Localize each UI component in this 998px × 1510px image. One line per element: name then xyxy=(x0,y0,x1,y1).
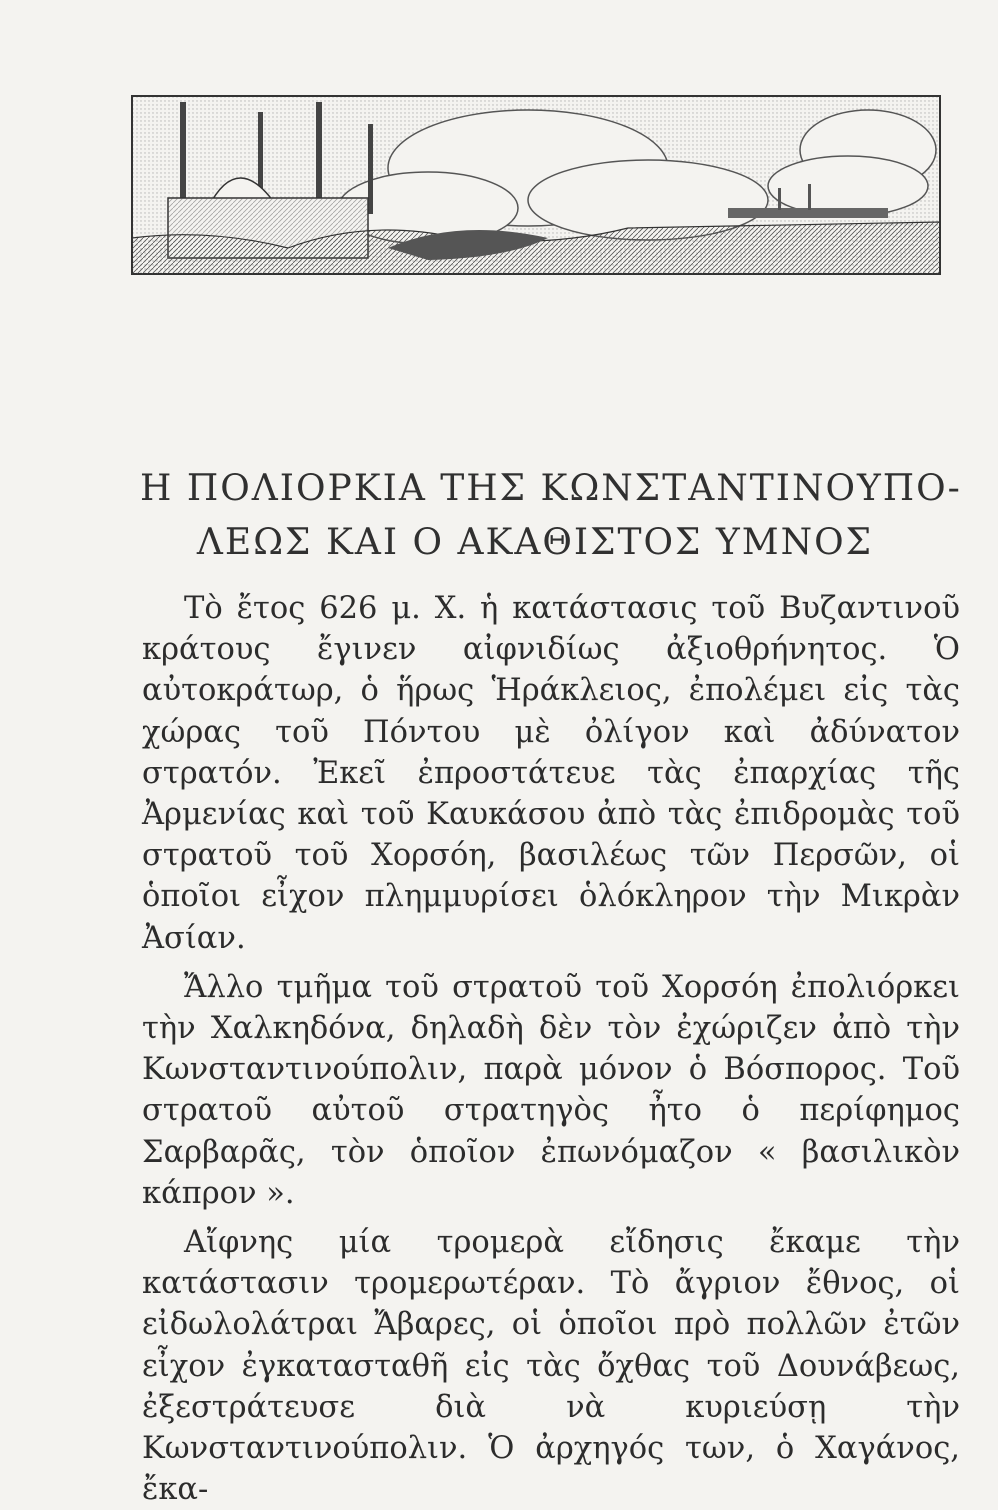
body-text xyxy=(142,588,960,1510)
headpiece-illustration xyxy=(128,88,946,280)
city-skyline-engraving xyxy=(128,88,946,280)
chapter-title xyxy=(140,462,962,570)
paragraph-1: Τὸ ἔτος 626 μ. Χ. ἡ κατάστασις τοῦ Βυζαντινοῦ κράτους ἔγινεν αἰφνιδίως ἀξιοθρήνητος. Ὁ αὐτοκράτωρ, ὁ ἥρως Ἡράκλειος, ἐπολέμει εἰς τὰς χώρας τοῦ Πόντου μὲ ὀλίγον καὶ ἀδύνατον στρατόν. Ἐκεῖ ἐπροστάτευε τὰς ἐπαρχίας τῆς Ἀρμενίας καὶ τοῦ Καυκάσου ἀπὸ τὰς ἐπιδρομὰς τοῦ στρατοῦ τοῦ Χορσόη, βασιλέως τῶν Περσῶν, οἱ ὁποῖοι εἶχον πλημμυρίσει ὁλόκληρον τὴν Μικρὰν Ἀσίαν. xyxy=(142,591,960,956)
paragraph-2: Ἄλλο τμῆμα τοῦ στρατοῦ τοῦ Χορσόη ἐπολιόρκει τὴν Χαλκηδόνα, δηλαδὴ δὲν τὸν ἐχώριζεν ἀπὸ τὴν Κωνσταντινούπολιν, παρὰ μόνον ὁ Βόσπορος. Τοῦ στρατοῦ αὐτοῦ στρατηγὸς ἦτο ὁ περίφημος Σαρβαρᾶς, τὸν ὁποῖον ἐπωνόμαζον « βασιλικὸν κάπρον ». xyxy=(142,969,960,1211)
chapter-title-line-2: ΛΕΩΣ ΚΑΙ Ο ΑΚΑΘΙΣΤΟΣ ΥΜΝΟΣ xyxy=(196,522,874,563)
chapter-title-line-1: Η ΠΟΛΙΟΡΚΙΑ ΤΗΣ ΚΩΝΣΤΑΝΤΙΝΟΥΠΟ- xyxy=(140,468,962,509)
paragraph-3: Αἴφνης μία τρομερὰ εἴδησις ἔκαμε τὴν κατάστασιν τρομερωτέραν. Τὸ ἄγριον ἔθνος, οἱ εἰδωλολάτραι Ἄβαρες, οἱ ὁποῖοι πρὸ πολλῶν ἐτῶν εἶχον ἐγκατασταθῆ εἰς τὰς ὄχθας τοῦ Δουνάβεως, ἐξεστράτευσε διὰ νὰ κυριεύσῃ τὴν Κωνσταντινούπολιν. Ὁ ἀρχηγός των, ὁ Χαγάνος, ἔκα- xyxy=(142,1225,960,1508)
